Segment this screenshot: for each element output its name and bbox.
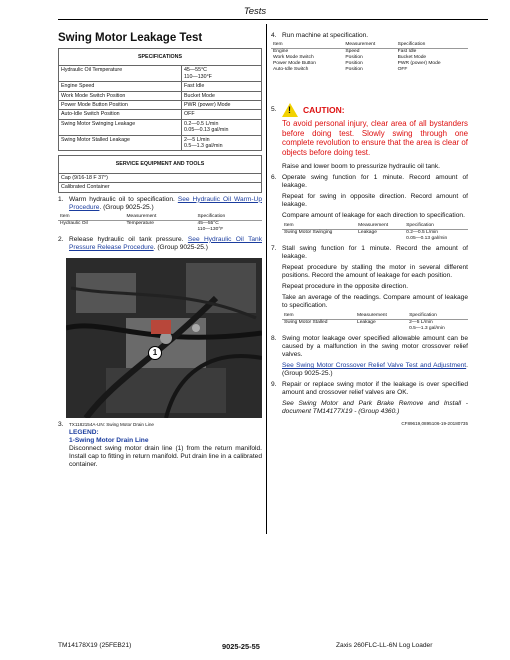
step-8: 8. Swing motor leakage over specified allowable amount can be caused by a malfunction in the swing motor crossover relief valves. <box>271 335 468 358</box>
spec-row <box>59 135 262 151</box>
photo-drawing <box>66 258 262 418</box>
spec-item: Swing Motor Swinging Leakage <box>59 119 182 135</box>
specifications-table <box>58 48 262 151</box>
caution-label: CAUTION: <box>303 105 345 115</box>
equipment-table <box>58 155 262 192</box>
right-column: 4. Run machine at specification. Item Measurement Specification Engine Speed Fast Idle Work Mode Switch Position Bucket Mode Power Mode Button Position PWR (power) Mode Auto-Idle Switch Position OFF 5. ! CAUTION: To avoid personal injury, clear area of all bystanders before doing test. Slowly swing through one complete revolution to ensure that the area is clear of objects before doing test. Raise and lower boom to pressurize hydraulic oil tank. 6. Operate swing function for 1 minute. Record amount of leakage. Repeat for swing in opposite direction. Record amount of leakage. Compare amount of leakage for each direction to specification. Item Measurement Specification Swing Motor Swinging Leakage 0.2—0.5 L/min 0.05—0.13 gal/min 7. Stall swing function for 1 minute. Record the amount of leakage. Repeat procedure by stalling the motor in several different positions. Record the amount of leakage for each position. Repeat procedure in the opposite direction. Take an average of the readings. Compare amount of leakage to specification. Item Measurement Specification Swing Motor Stalled Leakage 2—5 L/min 0.5—1.3 gal/min 8. Swing motor leakage over specified allowable amount can be caused by a malfunction in the swing motor crossover relief valves. See Swing Motor Crossover Relief Valve Test and Adjustment. (Group 9025-25.) 9. Repair or replace swing motor if the leakage is over specified amount and crossover relief valves are OK. See Swing Motor and Park Brake Remove and Install - document TM14177X19 - (Group 4360.) CF89619,0895106-19-20180735 <box>271 32 468 426</box>
spec-value: 2—5 L/min 0.5—1.3 gal/min <box>181 135 261 151</box>
step-3-text: Disconnect swing motor drain line (1) from the return manifold. Install cap to fitting in return manifold. Put drain line in a calibrated container. <box>69 444 262 468</box>
oil-temp-table: Item Measurement Specification Hydraulic Oil Temperature 45—55°C 110—130°F <box>58 214 262 233</box>
spec-item: Engine Speed <box>59 82 182 91</box>
spec-row <box>59 110 262 119</box>
legend-item: 1-Swing Motor Drain Line <box>69 436 149 444</box>
column-divider <box>266 24 267 534</box>
spec-row <box>59 101 262 110</box>
specifications-heading: SPECIFICATIONS <box>59 49 262 66</box>
step-9: 9. Repair or replace swing motor if the leakage is over specified amount and crossover relief valves are OK. <box>271 381 468 396</box>
warning-triangle-icon: ! <box>282 103 298 117</box>
spec-value: OFF <box>181 110 261 119</box>
spec-item: Swing Motor Stalled Leakage <box>59 135 182 151</box>
legend-label: LEGEND: <box>69 428 99 436</box>
spec-row <box>59 66 262 82</box>
spec-item: Hydraulic Oil Temperature <box>59 66 182 82</box>
equipment-row <box>59 183 262 192</box>
footer-page-number: 9025-25-55 <box>222 642 260 651</box>
remove-install-reference: See Swing Motor and Park Brake Remove and Install - document TM14177X19 - (Group 4360.) <box>282 400 468 415</box>
step-7: 7. Stall swing function for 1 minute. Record the amount of leakage. <box>271 245 468 260</box>
page-header: Tests <box>243 6 267 17</box>
spec-row <box>59 91 262 100</box>
step-2-text: Release hydraulic oil tank pressure. <box>69 235 184 243</box>
equipment-row <box>59 173 262 182</box>
footer-left: TM14178X19 (25FEB21) <box>58 642 132 649</box>
callout-1: 1 <box>148 346 162 360</box>
step-2: 2. Release hydraulic oil tank pressure. See Hydraulic Oil Tank Pressure Release Procedure. (Group 9025-25.) <box>58 235 262 251</box>
document-reference: CF89619,0895106-19-20180735 <box>401 421 468 426</box>
step-5-text: Raise and lower boom to pressurize hydraulic oil tank. <box>282 163 440 170</box>
spec-item: Work Mode Switch Position <box>59 91 182 100</box>
step-4: 4. Run machine at specification. <box>271 32 369 39</box>
tank-pressure-release-link[interactable]: See Hydraulic Oil Tank Pressure Release Procedure <box>69 235 262 251</box>
step-5: 5. ! CAUTION: <box>271 105 345 115</box>
step-1: 1. Warm hydraulic oil to specification. See Hydraulic Oil Warm-Up Procedure. (Group 9025-25.) <box>58 195 262 211</box>
page-title: Swing Motor Leakage Test <box>58 32 203 44</box>
caution-text: To avoid personal injury, clear area of all bystanders before doing test. Slowly swing through one complete revolution to ensure that the area is clear of objects before doing test. <box>282 119 468 157</box>
swinging-leakage-table: Item Measurement Specification Swing Motor Swinging Leakage 0.2—0.5 L/min 0.05—0.13 gal/min <box>282 223 468 242</box>
header-rule <box>58 19 488 20</box>
run-spec-table: Item Measurement Specification Engine Speed Fast Idle Work Mode Switch Position Bucket Mode Power Mode Button Position PWR (power) Mode Auto-Idle Switch Position OFF <box>271 42 468 73</box>
equipment-heading: SERVICE EQUIPMENT AND TOOLS <box>59 156 262 173</box>
step-1-text: Warm hydraulic oil to specification. <box>69 195 175 203</box>
equipment-item: Calibrated Container <box>59 183 262 192</box>
footer-right: Zaxis 260FLC-LL-6N Log Loader <box>336 642 433 649</box>
step-3: 3. TX1182154A-UN: Swing Motor Drain Line LEGEND: 1-Swing Motor Drain Line Disconnect swing motor drain line (1) from the return manifold. Install cap to fitting in return manifold. Put drain line in a calibrated container. <box>58 420 262 468</box>
spec-value: Fast Idle <box>181 82 261 91</box>
spec-item: Auto-Idle Switch Position <box>59 110 182 119</box>
spec-row <box>59 82 262 91</box>
spec-value: 45—55°C 110—130°F <box>181 66 261 82</box>
crossover-relief-valve-link[interactable]: See Swing Motor Crossover Relief Valve Test and Adjustment <box>282 362 467 369</box>
spec-value: Bucket Mode <box>181 91 261 100</box>
spec-row <box>59 119 262 135</box>
spec-item: Power Mode Button Position <box>59 101 182 110</box>
spec-value: PWR (power) Mode <box>181 101 261 110</box>
photo-caption: TX1182154A-UN: Swing Motor Drain Line <box>69 421 154 427</box>
left-column <box>58 24 262 471</box>
step-6: 6. Operate swing function for 1 minute. Record amount of leakage. <box>271 174 468 189</box>
swing-motor-drain-line-photo <box>66 258 262 418</box>
equipment-item: Cap (9/16-18 F 37°) <box>59 173 262 182</box>
warm-up-procedure-link[interactable]: See Hydraulic Oil Warm-Up Procedure <box>69 195 262 211</box>
spec-value: 0.2—0.5 L/min 0.05—0.13 gal/min <box>181 119 261 135</box>
stalled-leakage-table: Item Measurement Specification Swing Motor Stalled Leakage 2—5 L/min 0.5—1.3 gal/min <box>282 313 468 332</box>
